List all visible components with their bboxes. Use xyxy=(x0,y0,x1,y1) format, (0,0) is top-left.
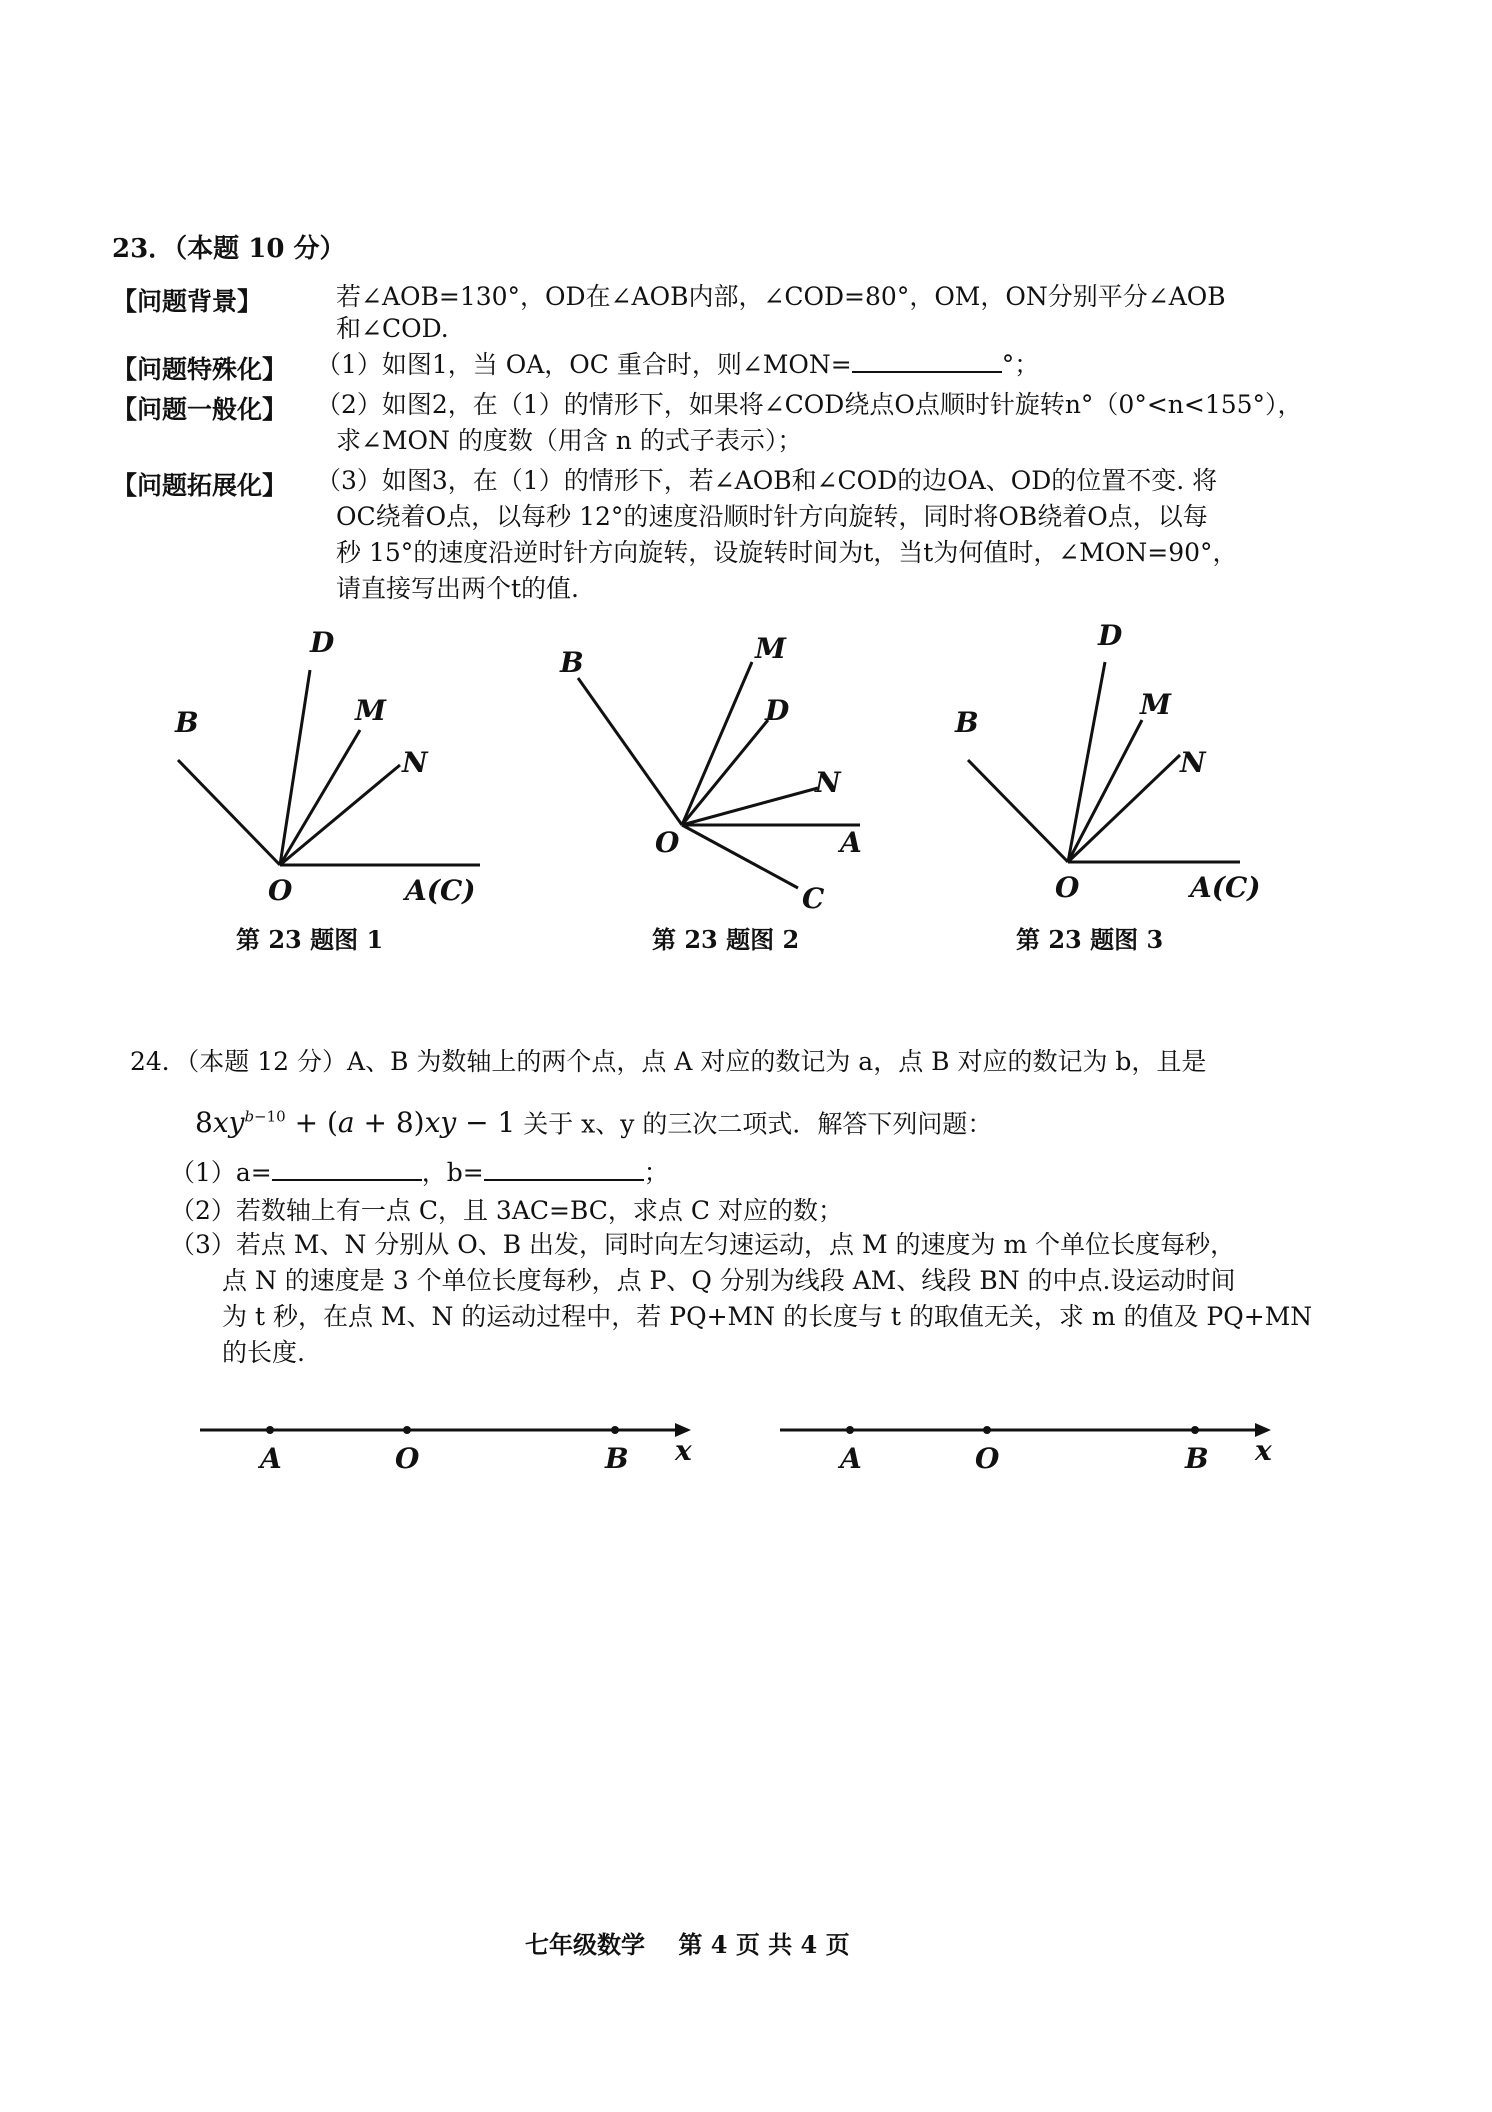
label-b: B xyxy=(175,706,199,739)
label-b: B xyxy=(955,706,979,739)
q23-general-line1: （2）如图2，在（1）的情形下，如果将∠COD绕点O点顺时针旋转n°（0°<n<155°）， xyxy=(316,390,1303,419)
label-o: O xyxy=(268,874,293,907)
q23-extend-line1: （3）如图3，在（1）的情形下，若∠AOB和∠COD的边OA、OD的位置不变. 将 xyxy=(316,466,1218,495)
q24-part1-end: ； xyxy=(643,1158,669,1187)
label-a: A xyxy=(840,1442,862,1475)
label-c: C xyxy=(802,882,825,915)
q24-part1-b-label: ，b= xyxy=(421,1158,484,1187)
ray-oc xyxy=(682,825,798,888)
q24-header-line2-post: 关于 x、y 的三次二项式．解答下列问题： xyxy=(523,1109,993,1139)
q23-extend-line4: 请直接写出两个t的值. xyxy=(336,574,579,603)
q23-special-pre: （1）如图1，当 OA，OC 重合时，则∠MON= xyxy=(316,350,852,379)
figure-1-diagram xyxy=(150,620,490,940)
ray-on xyxy=(280,765,400,865)
q23-answer-blank[interactable] xyxy=(852,349,1002,373)
q24-part2: （2）若数轴上有一点 C，且 3AC=BC，求点 C 对应的数； xyxy=(170,1196,843,1225)
number-line-2 xyxy=(775,1410,1295,1480)
label-a: A(C) xyxy=(405,874,476,907)
number-line-1-diagram xyxy=(195,1410,715,1480)
q23-header: 23．（本题 10 分） xyxy=(112,234,346,264)
point-a xyxy=(266,1426,274,1434)
q23-general-line2: 求∠MON 的度数（用含 n 的式子表示）； xyxy=(336,426,803,455)
q23-figure-3 xyxy=(950,619,1290,954)
label-d: D xyxy=(765,694,790,727)
q24-part3-line1: （3）若点 M、N 分别从 O、B 出发，同时向左匀速运动，点 M 的速度为 m 个单位长度每秒， xyxy=(170,1230,1236,1259)
ray-ob xyxy=(578,678,682,825)
label-x: x xyxy=(675,1434,692,1467)
label-b: B xyxy=(1185,1442,1209,1475)
number-line-2-diagram xyxy=(775,1410,1295,1480)
q24-answer-a-blank[interactable] xyxy=(272,1157,422,1181)
label-n: N xyxy=(1180,746,1206,779)
figure-1-caption: 第 23 题图 1 xyxy=(236,925,384,954)
label-o: O xyxy=(1055,871,1080,904)
ray-ob xyxy=(178,760,280,865)
label-o: O xyxy=(975,1442,1000,1475)
q23-extend-line3: 秒 15°的速度沿逆时针方向旋转，设旋转时间为t，当t为何值时，∠MON=90°， xyxy=(336,538,1238,567)
label-x: x xyxy=(1255,1434,1272,1467)
figure-3-diagram xyxy=(950,620,1290,940)
ray-ob xyxy=(968,760,1068,862)
label-b: B xyxy=(560,646,584,679)
label-m: M xyxy=(1140,688,1171,721)
ray-od xyxy=(682,720,768,825)
figure-3-caption: 第 23 题图 3 xyxy=(1016,925,1164,954)
label-d: D xyxy=(1098,619,1123,652)
label-d: D xyxy=(310,626,335,659)
label-a: A xyxy=(840,826,862,859)
label-n: N xyxy=(402,746,428,779)
ray-on xyxy=(682,788,818,825)
label-m: M xyxy=(355,694,386,727)
q23-background-line1: 若∠AOB=130°，OD在∠AOB内部，∠COD=80°，OM，ON分别平分∠AOB xyxy=(336,282,1226,311)
label-o: O xyxy=(655,826,680,859)
q24-part1 xyxy=(170,1156,669,1190)
label-o: O xyxy=(395,1442,420,1475)
ray-od xyxy=(280,670,310,865)
point-o xyxy=(983,1426,991,1434)
ray-om xyxy=(1068,720,1142,862)
figure-2-diagram xyxy=(540,620,920,940)
number-line-1 xyxy=(195,1410,715,1480)
page-footer: 七年级数学 第 4 页 共 4 页 xyxy=(525,1930,850,1959)
label-m: M xyxy=(755,632,786,665)
point-b xyxy=(611,1426,619,1434)
q24-header-line1: 24．（本题 12 分）A、B 为数轴上的两个点，点 A 对应的数记为 a，点 B 对应的数记为 b，且是 xyxy=(130,1047,1207,1076)
q24-part1-a-label: （1）a= xyxy=(170,1158,272,1187)
q23-figure-2 xyxy=(540,620,920,954)
q24-header-line2 xyxy=(195,1100,992,1141)
q23-background-tag: 【问题背景】 xyxy=(112,287,263,316)
q24-expression: $8xy^{b-10} + (a + 8)xy - 1$ xyxy=(195,1106,516,1140)
q24-answer-b-blank[interactable] xyxy=(484,1157,644,1181)
label-a: A(C) xyxy=(1190,871,1261,904)
point-a xyxy=(846,1426,854,1434)
point-b xyxy=(1191,1426,1199,1434)
q23-special-post: °； xyxy=(1001,350,1040,379)
q23-background-line2: 和∠COD. xyxy=(336,314,449,343)
ray-om xyxy=(682,662,752,825)
figure-2-caption: 第 23 题图 2 xyxy=(652,925,800,954)
q23-special-tag: 【问题特殊化】 xyxy=(112,355,288,384)
q24-part3-line3: 为 t 秒，在点 M、N 的运动过程中，若 PQ+MN 的长度与 t 的取值无关，求 m 的值及 PQ+MN xyxy=(222,1302,1313,1331)
q23-figure-1 xyxy=(150,620,490,954)
q23-general-tag: 【问题一般化】 xyxy=(112,395,288,424)
q24-part3-line4: 的长度. xyxy=(222,1338,305,1367)
label-b: B xyxy=(605,1442,629,1475)
label-a: A xyxy=(260,1442,282,1475)
q23-extend-line2: OC绕着O点，以每秒 12°的速度沿顺时针方向旋转，同时将OB绕着O点，以每 xyxy=(336,502,1208,531)
q23-special-question xyxy=(316,348,1039,382)
label-n: N xyxy=(815,766,841,799)
point-o xyxy=(403,1426,411,1434)
ray-om xyxy=(280,730,360,865)
q24-part3-line2: 点 N 的速度是 3 个单位长度每秒，点 P、Q 分别为线段 AM、线段 BN 的中点.设运动时间 xyxy=(222,1266,1236,1295)
q23-extend-tag: 【问题拓展化】 xyxy=(112,471,288,500)
